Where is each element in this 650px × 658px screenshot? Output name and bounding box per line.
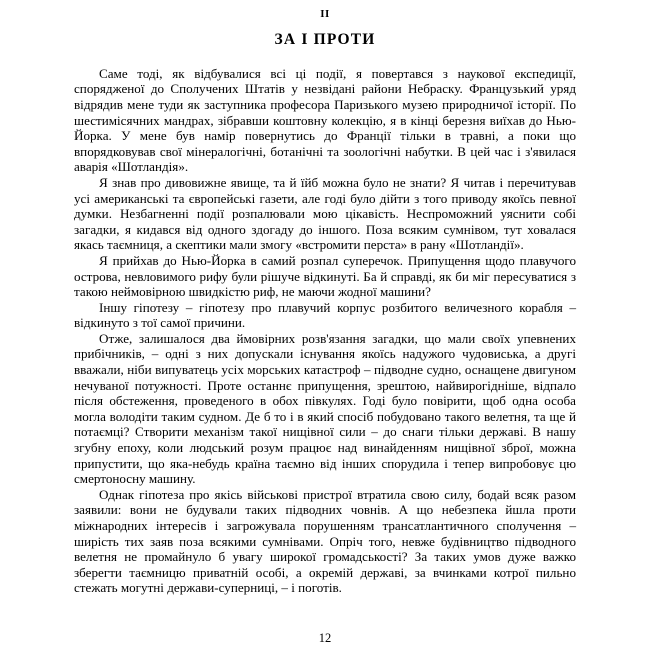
document-page [0,8,650,658]
chapter-number: II [320,8,330,20]
chapter-title: ЗА І ПРОТИ [274,31,376,49]
paragraph: Я знав про дивовижне явище, та й їйб можна було не знати? Я читав і перечитував усі американські та європейські газети, але годі було дійти з того приводу якоїсь певної думки. Незбагненні події розпалювали мою цікавість. Неспроможний уяснити собі загадки, я кидався від одного здогаду до іншого. Поза всяким сумнівом, тут ховалася якась таємниця, а скептики мали змогу «встромити перста» в рану «Шотландії». [74,174,576,253]
paragraph: Я прийхав до Нью-Йорка в самий розпал суперечок. Припущення щодо плавучого острова, невловимого рифу були рішуче відкинуті. Ба й справді, як би міг пересуватися з такою неймовірною швидкістю риф, не маючи жодної машини? [74,252,576,300]
body-text [74,66,576,596]
paragraph: Саме тоді, як відбувалися всі ці події, я повертався з наукової експедиції, спорядженої до Сполучених Штатів у незвідані райони Небраску. Французький уряд відрядив мене туди як заступника професора Паризького музею природничої історії. По шестимісячних мандрах, зібравши коштовну колекцію, я в кінці березня виїхав до Нью-Йорка. У мене був намір повернутись до Франції тільки в травні, а поки що впорядковував свої мінералогічні, ботанічні та зоологічні набутки. В цей час і з'явилася аварія «Шотландія». [74,65,576,175]
page-number: 12 [318,631,332,645]
paragraph: Однак гіпотеза про якісь військові пристрої втратила свою силу, бодай всяк разом заявили: вони не будували таких підводних човнів. А що небезпека йшла проти міжнародних інтересів і загрожувала порушенням трансатлантичного сполучення – ширість тих заяв поза всякими сумнівами. Опріч того, невже будівництво підводного велетня не промайнуло б увагу широкої громадськості? За таких умов дуже важко зберегти таємницю приватній особі, а окремій державі, за вчинками котрої пильно стежать могутні держави-суперниці, – і поготів. [74,486,576,596]
paragraph: Іншу гіпотезу – гіпотезу про плавучий корпус розбитого величезного корабля – відкинуто з тої самої причини. [74,299,576,331]
paragraph: Отже, залишалося два ймовірних розв'язання загадки, що мали своїх упевнених прибічників, – одні з них допускали існування якоїсь надужого чудовиська, а другі вважали, ніби випуватець усіх морських катастроф – підводне судно, оснащене двигуном нечуваної потужності. Проте останнє припущення, зрештою, найвирогідніше, відпало після обстеження, проведеного в обох півкулях. Годі було повірити, щоб одна особа могла володіти таким судном. Де б то і в який спосіб побудовано такого велетня, та ще й потаємці? Створити механізм такої нищівної сили – до снаги тільки державі. В нашу згубну епоху, коли людський розум працює над винайденням нищівної зброї, можна припустити, що яка-небудь країна таємно від інших спорудила і тепер випробовує цю смертоносну машину. [74,330,576,487]
